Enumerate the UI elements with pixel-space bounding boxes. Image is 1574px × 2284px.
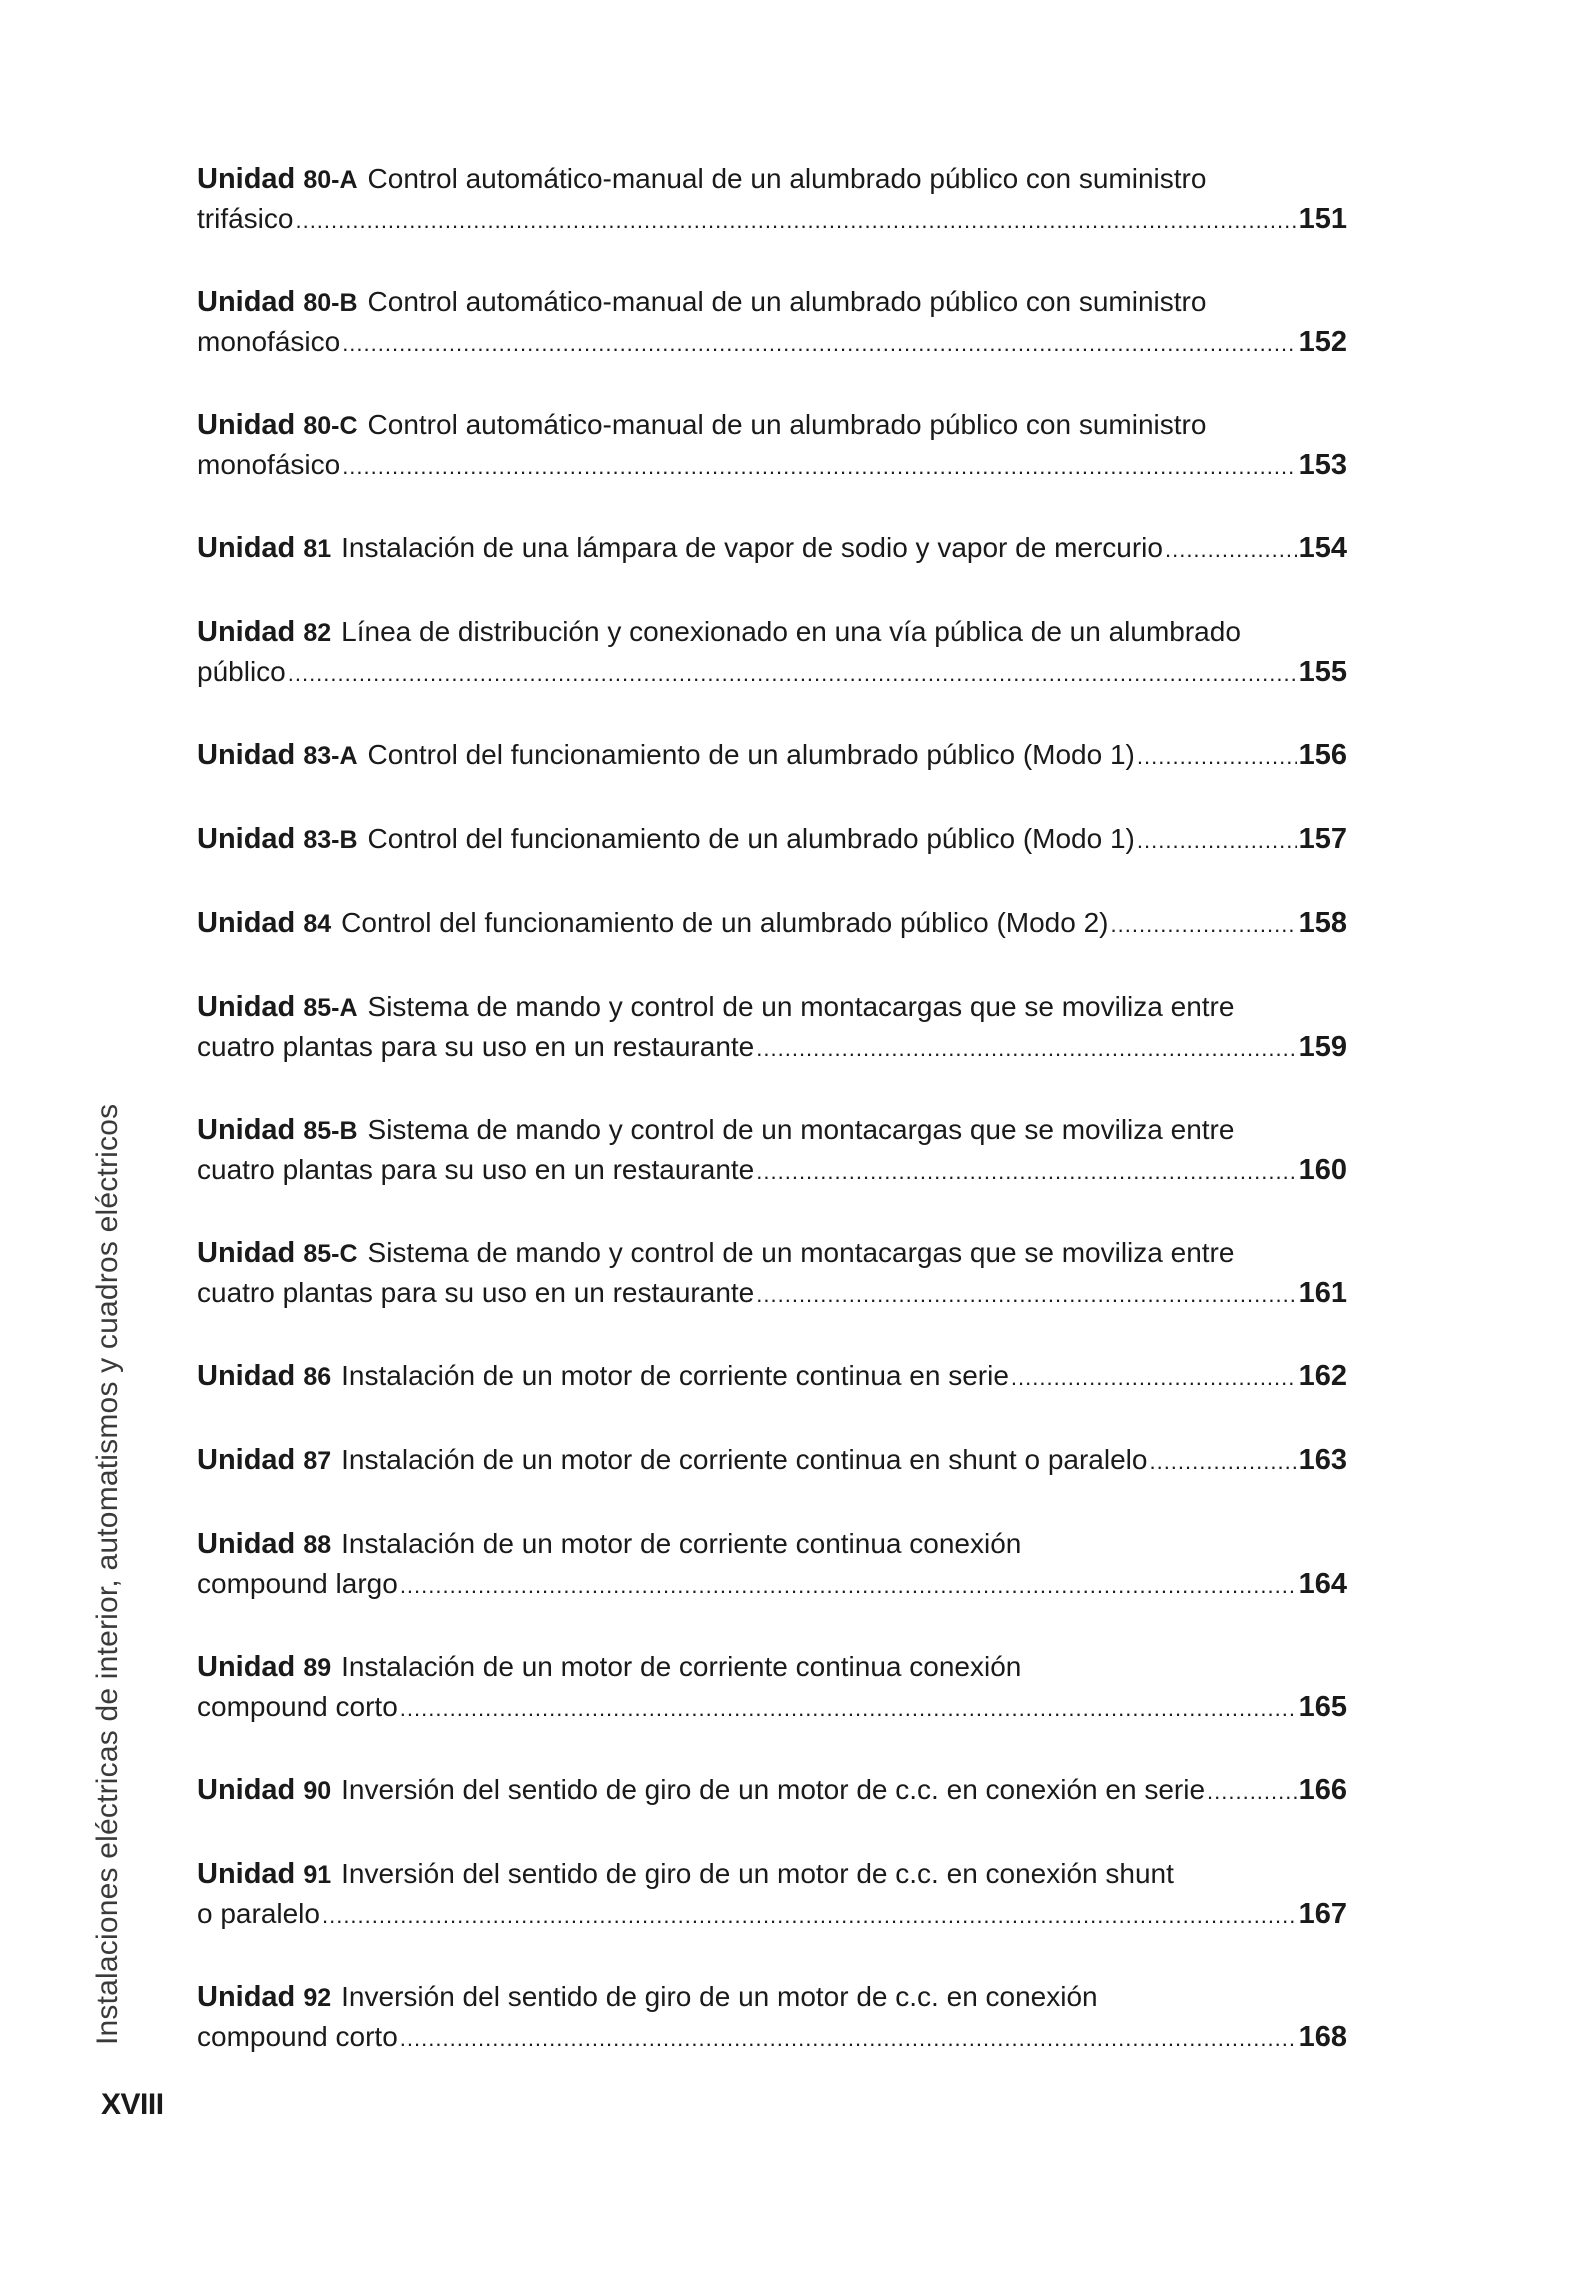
dot-leader bbox=[1111, 906, 1297, 945]
toc-entry[interactable] bbox=[197, 529, 1347, 570]
toc-entry[interactable] bbox=[197, 1771, 1347, 1812]
toc-entry[interactable] bbox=[197, 160, 1347, 240]
unit-word: Unidad bbox=[197, 1651, 296, 1683]
dot-leader bbox=[1149, 1443, 1296, 1482]
unit-label bbox=[197, 286, 358, 318]
entry-text bbox=[197, 736, 1135, 776]
entry-title-line bbox=[197, 406, 1347, 446]
unit-word: Unidad bbox=[197, 739, 296, 771]
toc-entry[interactable] bbox=[197, 904, 1347, 945]
page-number: XVIII bbox=[101, 2088, 164, 2121]
entry-text bbox=[197, 200, 293, 239]
unit-label bbox=[197, 616, 331, 648]
entry-leader-row bbox=[197, 904, 1347, 945]
entry-title-continuation: trifásico bbox=[197, 202, 294, 234]
entry-text bbox=[197, 1028, 754, 1067]
entry-page-number[interactable]: 157 bbox=[1298, 823, 1347, 855]
entry-page-number[interactable]: 168 bbox=[1298, 2020, 1347, 2053]
entry-page-number[interactable]: 153 bbox=[1298, 448, 1347, 481]
entry-title-continuation: Control del funcionamiento de un alumbrado público (Modo 1) bbox=[367, 823, 1135, 854]
unit-word: Unidad bbox=[197, 286, 296, 318]
entry-title-text: Control automático-manual de un alumbrado público con suministro bbox=[367, 409, 1207, 440]
toc-entry[interactable] bbox=[197, 1111, 1347, 1191]
toc-entry[interactable] bbox=[197, 1234, 1347, 1314]
unit-number: 86 bbox=[303, 1363, 332, 1391]
entry-leader-row bbox=[197, 529, 1347, 570]
entry-text bbox=[197, 1565, 398, 1604]
unit-word: Unidad bbox=[197, 907, 296, 939]
unit-number: 85-C bbox=[303, 1240, 358, 1268]
entry-page-number[interactable]: 167 bbox=[1298, 1897, 1347, 1930]
dot-leader bbox=[342, 325, 1296, 364]
unit-number: 89 bbox=[303, 1654, 332, 1682]
entry-leader-row bbox=[197, 1441, 1347, 1482]
unit-label bbox=[197, 532, 331, 564]
entry-page-number[interactable]: 163 bbox=[1298, 1444, 1347, 1476]
unit-label bbox=[197, 163, 358, 195]
entry-title-text: Línea de distribución y conexionado en una vía pública de un alumbrado bbox=[341, 616, 1241, 647]
entry-page-number[interactable]: 164 bbox=[1298, 1567, 1347, 1600]
dot-leader bbox=[342, 448, 1296, 487]
unit-label bbox=[197, 1444, 331, 1476]
entry-title-text: Sistema de mando y control de un montacargas que se moviliza entre bbox=[367, 1114, 1235, 1145]
unit-label bbox=[197, 907, 331, 939]
entry-leader-row bbox=[197, 1895, 1347, 1936]
unit-label bbox=[197, 1360, 331, 1392]
unit-word: Unidad bbox=[197, 1237, 296, 1269]
unit-number: 83-A bbox=[303, 742, 358, 770]
entry-leader-row bbox=[197, 2018, 1347, 2059]
unit-label bbox=[197, 1237, 358, 1269]
entry-title-text: Instalación de un motor de corriente continua conexión bbox=[341, 1528, 1022, 1559]
unit-label bbox=[197, 823, 358, 855]
entry-page-number[interactable]: 160 bbox=[1298, 1153, 1347, 1186]
entry-title-continuation: Instalación de un motor de corriente continua en shunt o paralelo bbox=[341, 1444, 1148, 1475]
entry-leader-row bbox=[197, 1357, 1347, 1398]
toc-entry[interactable] bbox=[197, 820, 1347, 861]
entry-title-continuation: cuatro plantas para su uso en un restaurante bbox=[197, 1030, 755, 1062]
entry-title-continuation: cuatro plantas para su uso en un restaurante bbox=[197, 1276, 755, 1308]
toc-entry[interactable] bbox=[197, 283, 1347, 363]
unit-label bbox=[197, 1774, 331, 1806]
unit-number: 83-B bbox=[303, 826, 358, 854]
unit-number: 81 bbox=[303, 535, 332, 563]
unit-number: 91 bbox=[303, 1861, 332, 1889]
entry-page-number[interactable]: 165 bbox=[1298, 1690, 1347, 1723]
entry-text bbox=[197, 2018, 398, 2057]
entry-leader-row bbox=[197, 820, 1347, 861]
dot-leader bbox=[1011, 1359, 1297, 1398]
unit-word: Unidad bbox=[197, 1444, 296, 1476]
unit-label bbox=[197, 409, 358, 441]
entry-title-text: Sistema de mando y control de un montacargas que se moviliza entre bbox=[367, 1237, 1235, 1268]
entry-title-continuation: monofásico bbox=[197, 325, 341, 357]
unit-number: 84 bbox=[303, 910, 332, 938]
book-side-title: Instalaciones eléctricas de interior, automatismos y cuadros eléctricos bbox=[91, 1103, 124, 2045]
entry-page-number[interactable]: 158 bbox=[1298, 907, 1347, 939]
unit-word: Unidad bbox=[197, 1114, 296, 1146]
toc-entry[interactable] bbox=[197, 1441, 1347, 1482]
unit-label bbox=[197, 1651, 331, 1683]
entry-text bbox=[197, 1441, 1147, 1481]
entry-leader-row bbox=[197, 1151, 1347, 1192]
unit-word: Unidad bbox=[197, 1981, 296, 2013]
dot-leader bbox=[322, 1897, 1297, 1936]
entry-text bbox=[197, 904, 1109, 944]
entry-title-line bbox=[197, 283, 1347, 323]
unit-number: 87 bbox=[303, 1447, 332, 1475]
entry-title-line bbox=[197, 1648, 1347, 1688]
entry-leader-row bbox=[197, 200, 1347, 241]
toc-entry[interactable] bbox=[197, 736, 1347, 777]
unit-word: Unidad bbox=[197, 991, 296, 1023]
entry-title-line bbox=[197, 613, 1347, 653]
toc-entry[interactable] bbox=[197, 406, 1347, 486]
entry-text bbox=[197, 1771, 1205, 1811]
entry-leader-row bbox=[197, 1771, 1347, 1812]
entry-title-continuation: Control del funcionamiento de un alumbrado público (Modo 1) bbox=[367, 739, 1135, 770]
entry-page-number[interactable]: 161 bbox=[1298, 1276, 1347, 1309]
entry-title-line bbox=[197, 1978, 1347, 2018]
unit-number: 80-B bbox=[303, 289, 358, 317]
entry-title-continuation: Instalación de una lámpara de vapor de sodio y vapor de mercurio bbox=[341, 532, 1163, 563]
entry-title-text: Instalación de un motor de corriente continua conexión bbox=[341, 1651, 1022, 1682]
entry-text bbox=[197, 820, 1135, 860]
entry-leader-row bbox=[197, 1028, 1347, 1069]
entry-title-continuation: monofásico bbox=[197, 448, 341, 480]
entry-text bbox=[197, 323, 340, 362]
entry-title-continuation: público bbox=[197, 655, 286, 687]
entry-title-text: Inversión del sentido de giro de un motor de c.c. en conexión bbox=[341, 1981, 1098, 2012]
entry-text bbox=[197, 653, 286, 692]
dot-leader bbox=[756, 1276, 1296, 1315]
entry-page-number[interactable]: 166 bbox=[1298, 1774, 1347, 1806]
dot-leader bbox=[295, 202, 1296, 241]
entry-title-continuation: compound corto bbox=[197, 2020, 398, 2052]
entry-page-number[interactable]: 151 bbox=[1298, 202, 1347, 235]
unit-number: 85-A bbox=[303, 994, 358, 1022]
entry-title-line bbox=[197, 160, 1347, 200]
unit-number: 80-A bbox=[303, 166, 358, 194]
entry-text bbox=[197, 529, 1163, 569]
entry-title-continuation: o paralelo bbox=[197, 1897, 320, 1929]
toc-entry[interactable] bbox=[197, 1648, 1347, 1728]
unit-word: Unidad bbox=[197, 1528, 296, 1560]
dot-leader bbox=[1207, 1773, 1297, 1812]
entry-text bbox=[197, 1357, 1009, 1397]
unit-word: Unidad bbox=[197, 616, 296, 648]
entry-title-line bbox=[197, 1525, 1347, 1565]
entry-title-continuation: Instalación de un motor de corriente continua en serie bbox=[341, 1360, 1009, 1391]
dot-leader bbox=[756, 1030, 1296, 1069]
entry-title-continuation: Control del funcionamiento de un alumbrado público (Modo 2) bbox=[341, 907, 1109, 938]
dot-leader bbox=[400, 1567, 1297, 1606]
entry-title-continuation: Inversión del sentido de giro de un motor de c.c. en conexión en serie bbox=[341, 1774, 1206, 1805]
toc-entry[interactable] bbox=[197, 613, 1347, 693]
entry-text bbox=[197, 1274, 754, 1313]
unit-label bbox=[197, 1114, 358, 1146]
unit-number: 92 bbox=[303, 1984, 332, 2012]
entry-leader-row bbox=[197, 446, 1347, 487]
unit-number: 90 bbox=[303, 1777, 332, 1805]
unit-number: 80-C bbox=[303, 412, 358, 440]
entry-leader-row bbox=[197, 1565, 1347, 1606]
dot-leader bbox=[288, 655, 1297, 694]
entry-page-number[interactable]: 159 bbox=[1298, 1030, 1347, 1063]
unit-number: 82 bbox=[303, 619, 332, 647]
unit-label bbox=[197, 739, 358, 771]
dot-leader bbox=[1165, 531, 1297, 570]
entry-title-continuation: compound largo bbox=[197, 1567, 398, 1599]
unit-label bbox=[197, 1528, 331, 1560]
entry-page-number[interactable]: 162 bbox=[1298, 1360, 1347, 1392]
entry-leader-row bbox=[197, 1688, 1347, 1729]
toc-entry[interactable] bbox=[197, 988, 1347, 1068]
entry-page-number[interactable]: 156 bbox=[1298, 739, 1347, 771]
unit-word: Unidad bbox=[197, 1858, 296, 1890]
unit-word: Unidad bbox=[197, 163, 296, 195]
entry-title-text: Inversión del sentido de giro de un motor de c.c. en conexión shunt bbox=[341, 1858, 1174, 1889]
entry-title-text: Control automático-manual de un alumbrado público con suministro bbox=[367, 163, 1207, 194]
entry-page-number[interactable]: 154 bbox=[1298, 532, 1347, 564]
entry-text bbox=[197, 1151, 754, 1190]
unit-label bbox=[197, 991, 358, 1023]
entry-text bbox=[197, 1895, 320, 1934]
unit-word: Unidad bbox=[197, 409, 296, 441]
dot-leader bbox=[400, 2020, 1297, 2059]
entry-title-continuation: cuatro plantas para su uso en un restaurante bbox=[197, 1153, 755, 1185]
dot-leader bbox=[756, 1153, 1296, 1192]
entry-text bbox=[197, 1688, 398, 1727]
unit-word: Unidad bbox=[197, 532, 296, 564]
entry-title-line bbox=[197, 1234, 1347, 1274]
entry-leader-row bbox=[197, 653, 1347, 694]
unit-number: 88 bbox=[303, 1531, 332, 1559]
entry-text bbox=[197, 446, 340, 485]
unit-number: 85-B bbox=[303, 1117, 358, 1145]
unit-label bbox=[197, 1981, 331, 2013]
entry-page-number[interactable]: 155 bbox=[1298, 655, 1347, 688]
dot-leader bbox=[1137, 738, 1297, 777]
entry-title-text: Control automático-manual de un alumbrado público con suministro bbox=[367, 286, 1207, 317]
entry-title-continuation: compound corto bbox=[197, 1690, 398, 1722]
toc-entry[interactable] bbox=[197, 1525, 1347, 1605]
entry-title-line bbox=[197, 1111, 1347, 1151]
unit-label bbox=[197, 1858, 331, 1890]
toc-entry[interactable] bbox=[197, 1357, 1347, 1398]
entry-title-line bbox=[197, 988, 1347, 1028]
entry-page-number[interactable]: 152 bbox=[1298, 325, 1347, 358]
dot-leader bbox=[400, 1690, 1297, 1729]
unit-word: Unidad bbox=[197, 823, 296, 855]
dot-leader bbox=[1137, 822, 1297, 861]
toc-entry[interactable] bbox=[197, 1855, 1347, 1935]
entry-leader-row bbox=[197, 323, 1347, 364]
entry-leader-row bbox=[197, 736, 1347, 777]
entry-title-text: Sistema de mando y control de un montacargas que se moviliza entre bbox=[367, 991, 1235, 1022]
entry-title-line bbox=[197, 1855, 1347, 1895]
unit-word: Unidad bbox=[197, 1774, 296, 1806]
toc-entry[interactable] bbox=[197, 1978, 1347, 2058]
entry-leader-row bbox=[197, 1274, 1347, 1315]
unit-word: Unidad bbox=[197, 1360, 296, 1392]
